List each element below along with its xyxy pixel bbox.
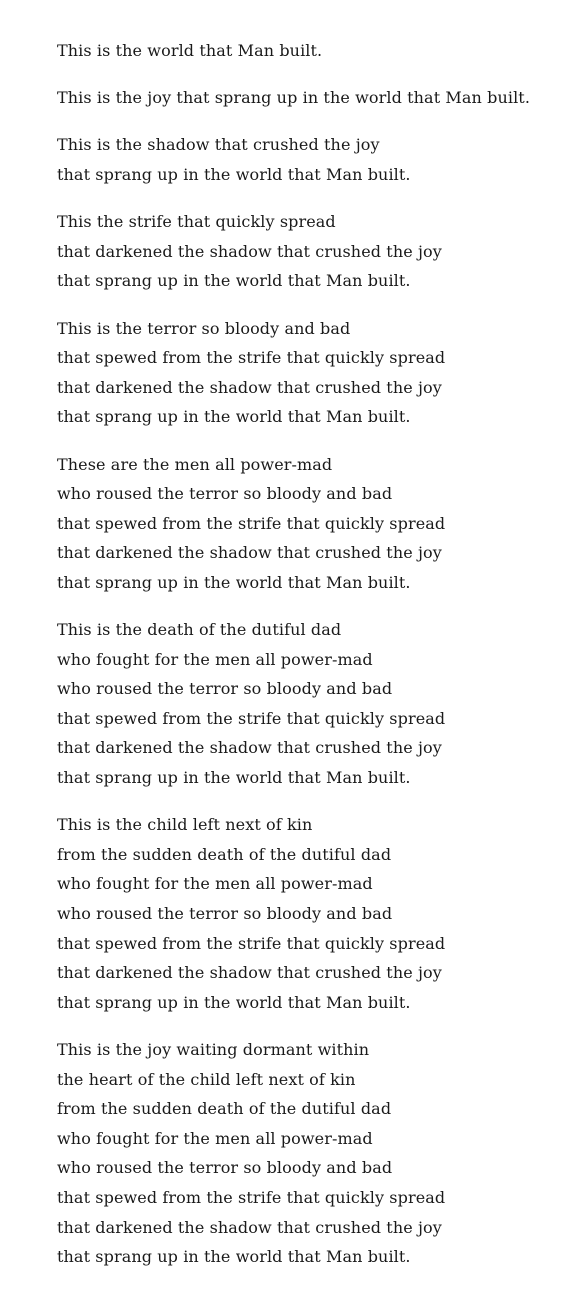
poem-line: These are the men all power-mad bbox=[57, 454, 333, 474]
poem-line: that darkened the shadow that crushed the joy bbox=[57, 377, 442, 397]
poem-line: This is the terror so bloody and bad bbox=[57, 318, 351, 338]
poem-line: that sprang up in the world that Man built. bbox=[57, 572, 411, 592]
poem-line: that sprang up in the world that Man built. bbox=[57, 271, 411, 291]
stanza-2 bbox=[57, 83, 577, 113]
stanza-8 bbox=[57, 810, 577, 1017]
stanza-6 bbox=[57, 450, 577, 598]
poem-line: that darkened the shadow that crushed the joy bbox=[57, 1217, 442, 1237]
poem-line: that sprang up in the world that Man built. bbox=[57, 407, 411, 427]
stanza-3 bbox=[57, 130, 577, 189]
poem-line: the heart of the child left next of kin bbox=[57, 1069, 356, 1089]
poem-line: that darkened the shadow that crushed the joy bbox=[57, 543, 442, 563]
poem-line: that darkened the shadow that crushed the joy bbox=[57, 963, 442, 983]
poem-line: This is the shadow that crushed the joy bbox=[57, 135, 380, 155]
poem-line: that darkened the shadow that crushed the joy bbox=[57, 738, 442, 758]
poem-line: that sprang up in the world that Man built. bbox=[57, 992, 411, 1012]
poem-line: who fought for the men all power-mad bbox=[57, 1128, 373, 1148]
poem-line: that sprang up in the world that Man built. bbox=[57, 164, 411, 184]
poem-text bbox=[57, 36, 577, 1289]
poem-line: that spewed from the strife that quickly spread bbox=[57, 348, 446, 368]
stanza-9 bbox=[57, 1035, 577, 1272]
poem-line: from the sudden death of the dutiful dad bbox=[57, 1099, 392, 1119]
poem-line: This is the death of the dutiful dad bbox=[57, 620, 342, 640]
poem-line: who roused the terror so bloody and bad bbox=[57, 1158, 393, 1178]
poem-line: from the sudden death of the dutiful dad bbox=[57, 844, 392, 864]
poem-line: who fought for the men all power-mad bbox=[57, 874, 373, 894]
poem-line: that sprang up in the world that Man built. bbox=[57, 1247, 411, 1267]
poem-line: who roused the terror so bloody and bad bbox=[57, 679, 393, 699]
poem-line: that spewed from the strife that quickly spread bbox=[57, 933, 446, 953]
stanza-1 bbox=[57, 36, 577, 66]
poem-line: This is the world that Man built. bbox=[57, 41, 323, 60]
stanza-5 bbox=[57, 314, 577, 432]
poem-line: that spewed from the strife that quickly spread bbox=[57, 708, 446, 728]
stanza-7 bbox=[57, 615, 577, 793]
poem-line: who fought for the men all power-mad bbox=[57, 649, 373, 669]
poem-line: who roused the terror so bloody and bad bbox=[57, 484, 393, 504]
poem-line: that darkened the shadow that crushed the joy bbox=[57, 241, 442, 261]
poem-line: This is the child left next of kin bbox=[57, 815, 313, 835]
poem-line: This is the joy that sprang up in the world that Man built. bbox=[57, 88, 531, 108]
poem-line: who roused the terror so bloody and bad bbox=[57, 904, 393, 923]
poem-line: that spewed from the strife that quickly spread bbox=[57, 1187, 446, 1207]
poem-line: This is the joy waiting dormant within bbox=[57, 1039, 370, 1059]
stanza-4 bbox=[57, 207, 577, 296]
poem-line: This the strife that quickly spread bbox=[57, 212, 336, 232]
poem-line: that spewed from the strife that quickly spread bbox=[57, 513, 446, 533]
poem-line: that sprang up in the world that Man built. bbox=[57, 768, 411, 788]
